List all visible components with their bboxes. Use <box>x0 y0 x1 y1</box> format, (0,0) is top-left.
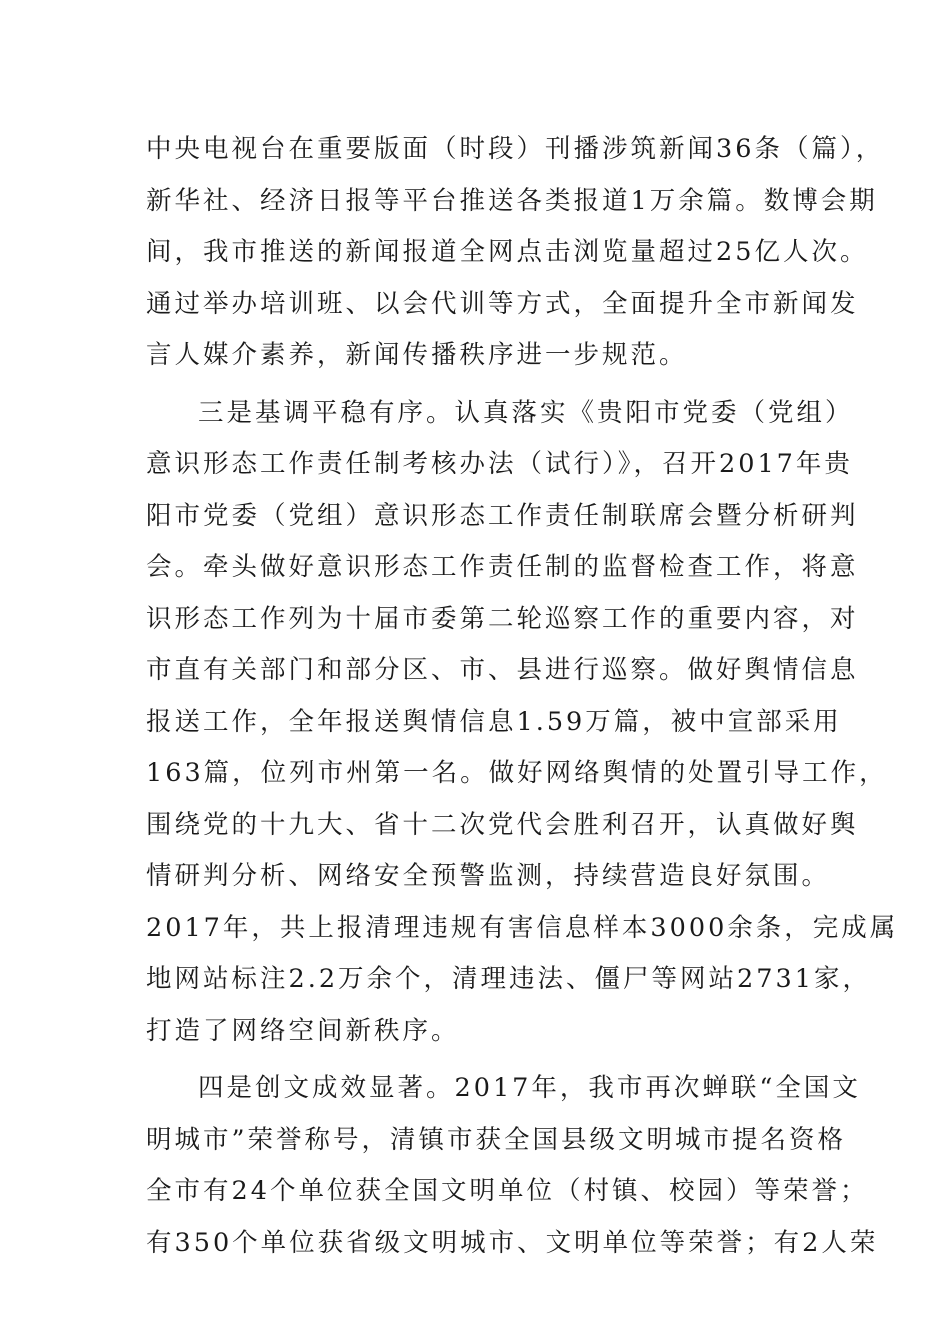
paragraph-start-line: 四是创文成效显著。2017年，我市再次蝉联“全国文 <box>198 1073 861 1103</box>
text-line: 报送工作，全年报送舆情信息1.59万篇，被中宣部采用 <box>146 706 842 737</box>
text-line: 市直有关部门和部分区、市、县进行巡察。做好舆情信息 <box>146 655 859 685</box>
text-line: 有350个单位获省级文明城市、文明单位等荣誉；有2人荣 <box>146 1227 879 1258</box>
text-line: 识形态工作列为十届市委第二轮巡察工作的重要内容，对 <box>146 603 859 634</box>
text-line: 通过举办培训班、以会代训等方式，全面提升全市新闻发 <box>146 288 859 319</box>
text-line: 2017年，共上报清理违规有害信息样本3000余条，完成属 <box>146 912 899 943</box>
text-line: 会。牵头做好意识形态工作责任制的监督检查工作，将意 <box>146 552 859 582</box>
text-line: 间，我市推送的新闻报道全网点击浏览量超过25亿人次。 <box>146 237 869 267</box>
text-line: 163篇，位列市州第一名。做好网络舆情的处置引导工作， <box>146 758 888 788</box>
text-line: 新华社、经济日报等平台推送各类报道1万余篇。数博会期 <box>146 185 878 216</box>
text-line: 打造了网络空间新秩序。 <box>146 1015 460 1046</box>
text-line: 情研判分析、网络安全预警监测，持续营造良好氛围。 <box>146 861 831 891</box>
text-line: 围绕党的十九大、省十二次党代会胜利召开，认真做好舆 <box>146 809 859 840</box>
text-line: 全市有24个单位获全国文明单位（村镇、校园）等荣誉； <box>146 1176 869 1206</box>
paragraph-start-line: 三是基调平稳有序。认真落实《贵阳市党委（党组） <box>198 397 854 428</box>
text-line: 言人媒介素养，新闻传播秩序进一步规范。 <box>146 340 688 370</box>
text-line: 明城市”荣誉称号，清镇市获全国县级文明城市提名资格 <box>146 1124 847 1155</box>
text-line: 意识形态工作责任制考核办法（试行）》，召开2017年贵 <box>146 449 853 479</box>
body-text <box>146 124 899 1269</box>
text-line: 阳市党委（党组）意识形态工作责任制联席会暨分析研判 <box>146 500 859 531</box>
text-line: 中央电视台在重要版面（时段）刊播涉筑新闻36条（篇）， <box>146 134 885 164</box>
text-line: 地网站标注2.2万余个，清理违法、僵尸等网站2731家， <box>146 964 871 994</box>
